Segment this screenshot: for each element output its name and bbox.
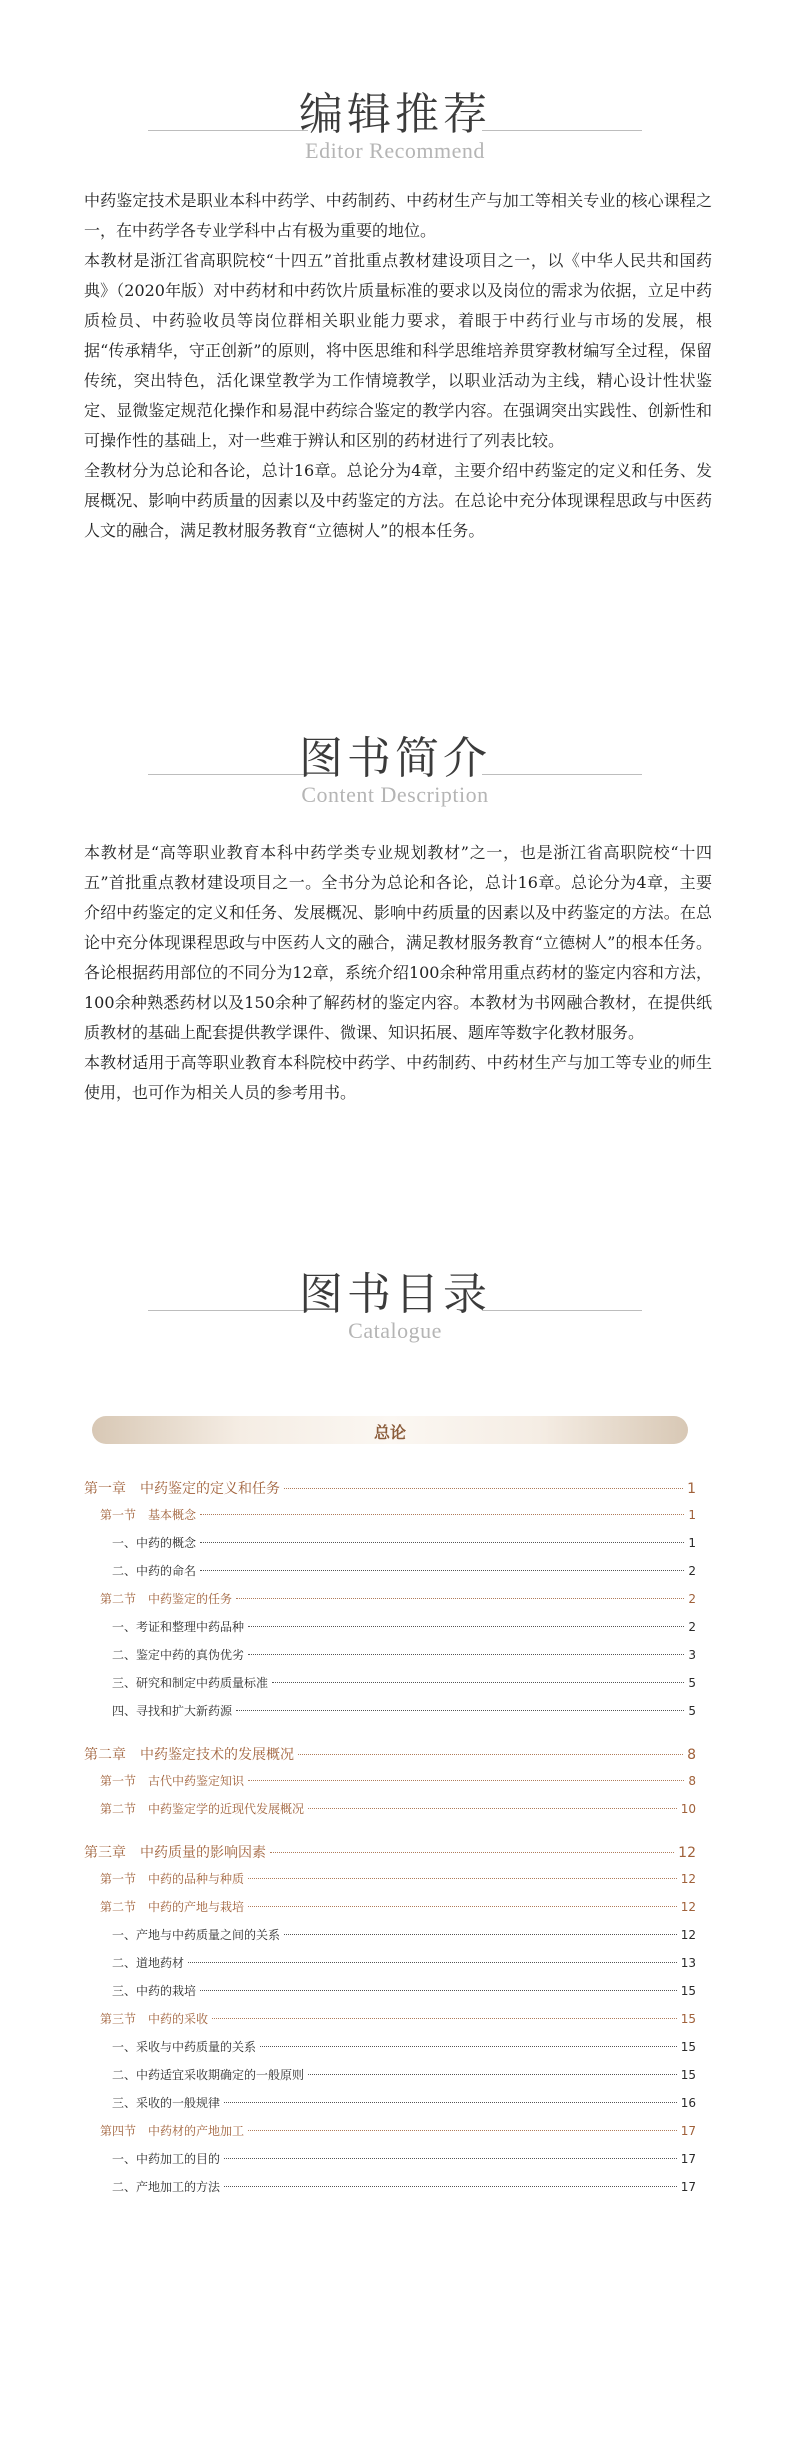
toc-page-number: 8 [688,1774,696,1788]
toc-leader-dots [248,1878,677,1879]
toc-leader-dots [200,1570,684,1571]
toc-page-number: 12 [680,1872,696,1886]
toc-entry-item[interactable] [84,2038,696,2066]
content-body [84,838,712,1108]
toc-entry-section[interactable] [84,1898,696,1926]
toc-entry-item[interactable] [84,1954,696,1982]
toc-page-number: 1 [688,1508,696,1522]
toc-page-number: 17 [680,2180,696,2194]
toc-entry-item[interactable] [84,2150,696,2178]
toc-entry-item[interactable] [84,2094,696,2122]
editor-paragraph: 中药鉴定技术是职业本科中药学、中药制药、中药材生产与加工等相关专业的核心课程之一，在中药学各专业学科中占有极为重要的地位。 [84,191,712,240]
toc-entry-title: 第一章 中药鉴定的定义和任务 [84,1481,280,1497]
toc-entry-title: 第一节 基本概念 [100,1508,197,1522]
toc-page-number: 1 [687,1481,696,1497]
content-paragraph: 本教材是“高等职业教育本科中药学类专业规划教材”之一，也是浙江省高职院校“十四五”首批重点教材建设项目之一。全书分为总论和各论，总计16章。总论分为4章，主要介绍中药鉴定的定义和任务、发展概况、影响中药质量的因素以及中药鉴定的方法。在总论中充分体现课程思政与中医药人文的融合，满足教材服务教育“立德树人”的根本任务。各论根据药用部位的不同分为12章，系统介绍100余种常用重点药材的鉴定内容和方法，100余种熟悉药材以及150余种了解药材的鉴定内容。本教材为书网融合教材，在提供纸质教材的基础上配套提供教学课件、微课、知识拓展、题库等数字化教材服务。 [84,843,712,1042]
content-title-cn: 图书简介 [299,733,491,784]
toc-leader-dots [308,2074,677,2075]
toc-entry-section[interactable] [84,1800,696,1828]
toc-entry-section[interactable] [84,1772,696,1800]
content-section-header [0,712,790,822]
catalogue-title-cn: 图书目录 [299,1269,491,1320]
toc-entry-item[interactable] [84,1982,696,2010]
toc-entry-title: 二、道地药材 [112,1956,185,1970]
toc-entry-item[interactable] [84,1702,696,1730]
toc-page-number: 15 [680,1984,696,1998]
toc-entry-item[interactable] [84,2178,696,2206]
toc-page-number: 15 [680,2012,696,2026]
toc-page-number: 8 [687,1747,696,1763]
toc-entry-title: 第三章 中药质量的影响因素 [84,1845,266,1861]
toc-leader-dots [248,1654,684,1655]
toc-entry-title: 二、中药的命名 [112,1564,197,1578]
editor-title-en: Editor Recommend [305,138,485,163]
editor-section-header [0,68,790,178]
toc-leader-dots [284,1934,677,1935]
editor-body [84,186,712,546]
toc-entry-title: 一、产地与中药质量之间的关系 [112,1928,281,1942]
toc-entry-chapter[interactable] [84,1744,696,1772]
toc-entry-title: 四、寻找和扩大新药源 [112,1704,233,1718]
toc-entry-title: 第二节 中药鉴定的任务 [100,1592,233,1606]
table-of-contents [84,1470,696,2206]
toc-entry-title: 三、中药的栽培 [112,1984,197,1998]
toc-leader-dots [224,2102,677,2103]
toc-leader-dots [284,1488,683,1489]
toc-entry-title: 二、产地加工的方法 [112,2180,221,2194]
toc-entry-item[interactable] [84,1926,696,1954]
toc-entry-section[interactable] [84,1870,696,1898]
editor-paragraph: 本教材是浙江省高职院校“十四五”首批重点教材建设项目之一，以《中华人民共和国药典》（2020年版）对中药材和中药饮片质量标准的要求以及岗位的需求为依据，立足中药质检员、中药验收员等岗位群相关职业能力要求，着眼于中药行业与市场的发展，根据“传承精华，守正创新”的原则，将中医思维和科学思维培养贯穿教材编写全过程，保留传统，突出特色，活化课堂教学为工作情境教学，以职业活动为主线，精心设计性状鉴定、显微鉴定规范化操作和易混中药综合鉴定的教学内容。在强调突出实践性、创新性和可操作性的基础上，对一些难于辨认和区别的药材进行了列表比较。 [84,251,712,450]
toc-page-number: 12 [680,1900,696,1914]
toc-entry-title: 第一节 中药的品种与种质 [100,1872,245,1886]
toc-entry-item[interactable] [84,1646,696,1674]
toc-leader-dots [248,1906,677,1907]
toc-page-number: 17 [680,2124,696,2138]
toc-leader-dots [236,1710,684,1711]
toc-page-number: 2 [688,1564,696,1578]
catalogue-section-header [0,1248,790,1358]
toc-leader-dots [224,2158,677,2159]
catalogue-title-en: Catalogue [348,1318,442,1343]
toc-entry-title: 一、中药加工的目的 [112,2152,221,2166]
toc-page-number: 5 [688,1676,696,1690]
toc-leader-dots [248,1626,684,1627]
toc-page-number: 16 [680,2096,696,2110]
toc-leader-dots [200,1514,684,1515]
toc-page-number: 15 [680,2068,696,2082]
toc-entry-section[interactable] [84,1506,696,1534]
toc-leader-dots [260,2046,677,2047]
toc-entry-item[interactable] [84,1674,696,1702]
toc-entry-title: 二、中药适宜采收期确定的一般原则 [112,2068,305,2082]
toc-entry-title: 一、考证和整理中药品种 [112,1620,245,1634]
toc-page-number: 2 [688,1592,696,1606]
toc-leader-dots [236,1598,684,1599]
toc-entry-title: 二、鉴定中药的真伪优劣 [112,1648,245,1662]
toc-entry-item[interactable] [84,1618,696,1646]
toc-entry-title: 一、中药的概念 [112,1536,197,1550]
toc-leader-dots [200,1542,684,1543]
toc-page-number: 15 [680,2040,696,2054]
toc-entry-title: 一、采收与中药质量的关系 [112,2040,257,2054]
toc-leader-dots [248,1780,684,1781]
editor-paragraph: 全教材分为总论和各论，总计16章。总论分为4章，主要介绍中药鉴定的定义和任务、发展概况、影响中药质量的因素以及中药鉴定的方法。在总论中充分体现课程思政与中医药人文的融合，满足教材服务教育“立德树人”的根本任务。 [84,461,712,540]
toc-entry-item[interactable] [84,1534,696,1562]
toc-leader-dots [270,1852,674,1853]
toc-entry-title: 三、采收的一般规律 [112,2096,221,2110]
toc-entry-title: 第三节 中药的采收 [100,2012,209,2026]
toc-page-number: 12 [680,1928,696,1942]
toc-page-number: 10 [680,1802,696,1816]
toc-page-number: 3 [688,1648,696,1662]
editor-title-cn: 编辑推荐 [299,89,491,140]
toc-entry-item[interactable] [84,1562,696,1590]
general-theory-bar [92,1416,688,1444]
toc-entry-section[interactable] [84,2010,696,2038]
toc-leader-dots [308,1808,677,1809]
toc-leader-dots [212,2018,677,2019]
toc-entry-title: 三、研究和制定中药质量标准 [112,1676,269,1690]
toc-entry-title: 第二章 中药鉴定技术的发展概况 [84,1747,294,1763]
toc-leader-dots [224,2186,677,2187]
toc-leader-dots [248,2130,677,2131]
toc-page-number: 1 [688,1536,696,1550]
toc-entry-section[interactable] [84,1590,696,1618]
toc-leader-dots [200,1990,677,1991]
toc-entry-item[interactable] [84,2066,696,2094]
toc-page-number: 13 [680,1956,696,1970]
toc-entry-chapter[interactable] [84,1842,696,1870]
toc-entry-title: 第四节 中药材的产地加工 [100,2124,245,2138]
content-title-en: Content Description [301,782,489,807]
toc-page-number: 17 [680,2152,696,2166]
toc-entry-title: 第二节 中药鉴定学的近现代发展概况 [100,1802,305,1816]
toc-page-number: 5 [688,1704,696,1718]
toc-page-number: 12 [678,1845,696,1861]
toc-leader-dots [188,1962,677,1963]
general-theory-label: 总论 [373,1423,406,1442]
toc-entry-title: 第一节 古代中药鉴定知识 [100,1774,245,1788]
toc-page-number: 2 [688,1620,696,1634]
toc-entry-title: 第二节 中药的产地与栽培 [100,1900,245,1914]
content-paragraph: 本教材适用于高等职业教育本科院校中药学、中药制药、中药材生产与加工等专业的师生使用，也可作为相关人员的参考用书。 [84,1053,712,1102]
toc-leader-dots [272,1682,684,1683]
toc-entry-section[interactable] [84,2122,696,2150]
toc-entry-chapter[interactable] [84,1478,696,1506]
toc-leader-dots [298,1754,683,1755]
